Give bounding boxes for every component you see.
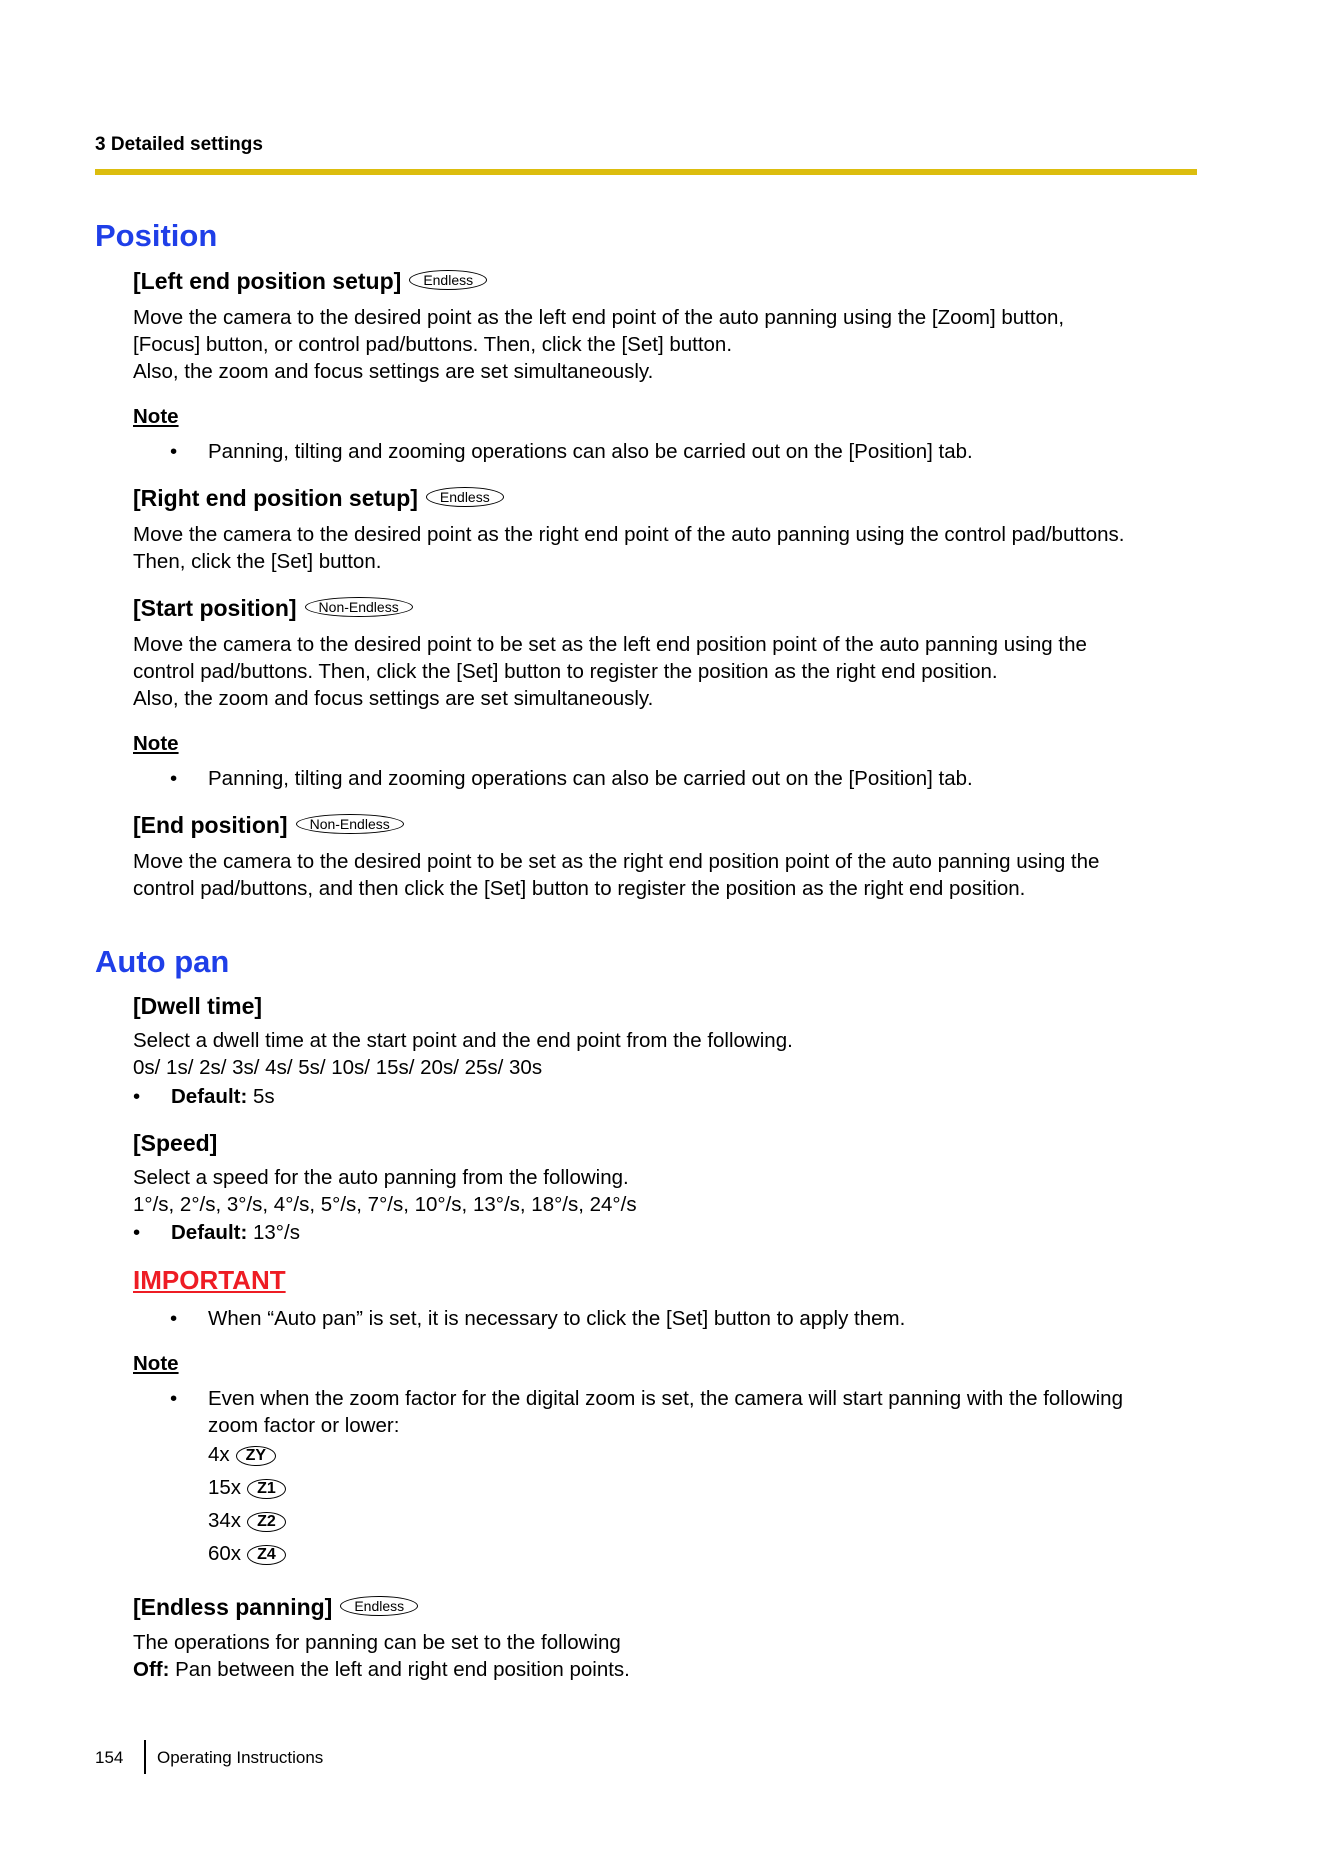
default-value: 5s [247, 1085, 275, 1108]
text-line: The operations for panning can be set to the following [133, 1631, 621, 1654]
zoom-row [208, 1474, 286, 1501]
header-rule [95, 169, 1197, 175]
heading-text: [Start position] [133, 595, 297, 621]
bullet-dot: • [170, 767, 178, 790]
zoom-badge: Z1 [247, 1479, 286, 1499]
dwell-time-description [133, 1027, 1213, 1081]
start-position-description [133, 631, 1213, 712]
bullet-dot: • [170, 1307, 178, 1330]
heading-text: [Endless panning] [133, 1594, 333, 1620]
footer-divider [144, 1740, 146, 1774]
important-bullet [170, 1305, 1210, 1332]
bullet-text [208, 1385, 1210, 1439]
non-endless-badge: Non-Endless [296, 814, 404, 834]
text-line: Move the camera to the desired point to be set as the left end position point of the auto panning using the [133, 633, 1087, 656]
left-end-description [133, 304, 1213, 385]
heading-speed [133, 1130, 217, 1157]
non-endless-badge: Non-Endless [305, 597, 413, 617]
section-title-position: Position [95, 218, 218, 253]
endless-badge: Endless [340, 1596, 418, 1616]
off-text: Pan between the left and right end position points. [169, 1658, 630, 1681]
heading-left-end-position [133, 268, 487, 295]
heading-text: [Left end position setup] [133, 268, 402, 294]
zoom-value: 15x [208, 1476, 242, 1499]
text-line: zoom factor or lower: [208, 1414, 400, 1437]
default-label: Default: [171, 1221, 248, 1244]
heading-dwell-time [133, 993, 262, 1020]
footer-doc-title: Operating Instructions [157, 1748, 324, 1767]
bullet-text: Panning, tilting and zooming operations can also be carried out on the [Position] tab. [208, 440, 973, 463]
text-line: Select a speed for the auto panning from the following. [133, 1166, 629, 1189]
text-line: 1°/s, 2°/s, 3°/s, 4°/s, 5°/s, 7°/s, 10°/s, 13°/s, 18°/s, 24°/s [133, 1193, 637, 1216]
speed-description [133, 1164, 1213, 1218]
zoom-row [208, 1507, 286, 1534]
endless-badge: Endless [409, 270, 487, 290]
note-heading: Note [133, 732, 179, 755]
zoom-row [208, 1540, 286, 1567]
text-line: Also, the zoom and focus settings are set simultaneously. [133, 687, 654, 710]
default-value: 13°/s [247, 1221, 300, 1244]
heading-text: [Dwell time] [133, 993, 263, 1019]
bullet-text: When “Auto pan” is set, it is necessary to click the [Set] button to apply them. [208, 1307, 906, 1330]
text-line: 0s/ 1s/ 2s/ 3s/ 4s/ 5s/ 10s/ 15s/ 20s/ 25s/ 30s [133, 1056, 543, 1079]
note-heading: Note [133, 1352, 179, 1375]
bullet-dot: • [170, 440, 178, 463]
text-line: Move the camera to the desired point to be set as the right end position point of the auto panning using the [133, 850, 1100, 873]
endless-panning-description [133, 1629, 1213, 1683]
off-label: Off: [133, 1658, 170, 1681]
text-line: control pad/buttons, and then click the [Set] button to register the position as the right end position. [133, 877, 1026, 900]
bullet-text: Panning, tilting and zooming operations can also be carried out on the [Position] tab. [208, 767, 973, 790]
text-line: Also, the zoom and focus settings are set simultaneously. [133, 360, 654, 383]
heading-right-end-position [133, 485, 504, 512]
zoom-value: 34x [208, 1509, 242, 1532]
text-line: Move the camera to the desired point as the right end point of the auto panning using the control pad/buttons. [133, 523, 1125, 546]
right-end-description [133, 521, 1213, 575]
zoom-badge: ZY [236, 1446, 276, 1466]
zoom-value: 60x [208, 1542, 242, 1565]
text-line: Move the camera to the desired point as the left end point of the auto panning using the [Zoom] button, [133, 306, 1065, 329]
bullet-dot: • [133, 1221, 141, 1244]
text-line: Even when the zoom factor for the digital zoom is set, the camera will start panning with the following [208, 1387, 1123, 1410]
section-title-auto-pan: Auto pan [95, 944, 230, 979]
end-position-description [133, 848, 1213, 902]
heading-text: [Speed] [133, 1130, 218, 1156]
heading-text: [Right end position setup] [133, 485, 418, 511]
text-line: control pad/buttons. Then, click the [Set] button to register the position as the right end position. [133, 660, 998, 683]
page-number: 154 [95, 1748, 124, 1767]
off-option [133, 1656, 1213, 1683]
text-line: Select a dwell time at the start point and the end point from the following. [133, 1029, 793, 1052]
bullet-dot: • [170, 1387, 178, 1410]
default-label: Default: [171, 1085, 248, 1108]
note-heading: Note [133, 405, 179, 428]
text-line: [Focus] button, or control pad/buttons. Then, click the [Set] button. [133, 333, 733, 356]
note-bullet [170, 765, 1210, 792]
bullet-dot: • [133, 1085, 141, 1108]
speed-default [133, 1219, 300, 1246]
heading-endless-panning [133, 1594, 418, 1621]
chapter-header: 3 Detailed settings [95, 134, 263, 155]
note-bullet [170, 438, 1210, 465]
zoom-badge: Z4 [247, 1545, 286, 1565]
zoom-badge: Z2 [247, 1512, 286, 1532]
zoom-row [208, 1441, 276, 1468]
zoom-value: 4x [208, 1443, 230, 1466]
heading-text: [End position] [133, 812, 288, 838]
dwell-time-default [133, 1083, 275, 1110]
heading-start-position [133, 595, 413, 622]
text-line: Then, click the [Set] button. [133, 550, 382, 573]
heading-end-position [133, 812, 404, 839]
important-heading: IMPORTANT [133, 1265, 286, 1295]
note-bullet [170, 1385, 1210, 1439]
endless-badge: Endless [426, 487, 504, 507]
